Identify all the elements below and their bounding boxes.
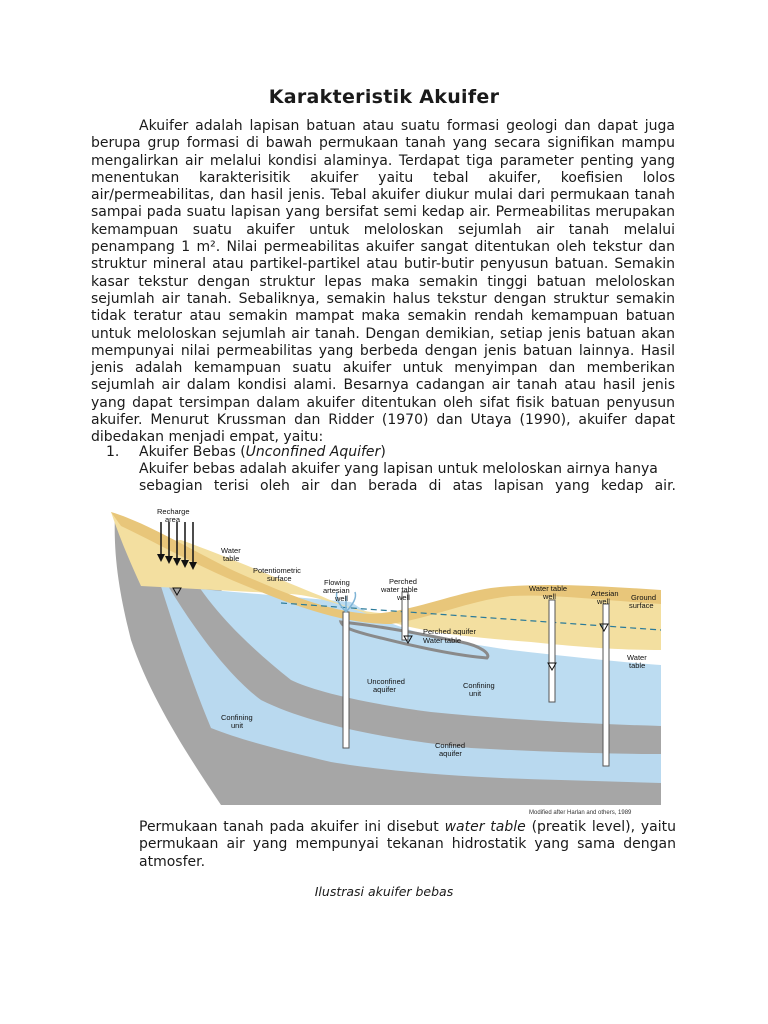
label-ground-2: surface [629, 601, 654, 610]
list-body-line2: sebagian terisi oleh air dan berada di atas lapisan yang kedap air. [139, 478, 676, 495]
figure-credit: Modified after Harlan and others, 1989 [529, 810, 632, 816]
label-flowing-2: artesian [323, 586, 350, 595]
after-paragraph [139, 819, 676, 871]
label-flowing-1: Flowing [324, 578, 350, 587]
label-perched-3: well [397, 593, 410, 602]
after-text-part2: (preatik level), yaitu permukaan air yang mempunyai tekanan hidrostatik yang sama dengan atmosfer. [139, 819, 677, 870]
page-title: Karakteristik Akuifer [268, 86, 500, 108]
label-unconfined-1: Unconfined [367, 677, 405, 686]
label-confining-left-2: unit [231, 721, 244, 730]
list-body [139, 461, 676, 496]
aquifer-diagram [91, 500, 675, 822]
label-flowing-3: well [335, 594, 348, 603]
label-wt-well-1: Water table [529, 584, 568, 593]
label-confining-mid-2: unit [469, 689, 482, 698]
label-unconfined-2: aquifer [373, 685, 396, 694]
label-recharge-1: Recharge [157, 507, 190, 516]
label-perched-2: water table [381, 585, 418, 594]
label-confining-left-1: Confining [221, 713, 253, 722]
list-heading-italic: Unconfined Aquifer [245, 444, 381, 460]
label-confined-1: Confined [435, 741, 466, 750]
label-potentiometric-2: surface [267, 574, 292, 583]
label-confined-2: aquifer [439, 749, 462, 758]
label-ground-1: Ground [631, 593, 657, 602]
after-text-part1: Permukaan tanah pada akuifer ini disebut [139, 819, 445, 835]
label-wt-well-2: well [543, 592, 556, 601]
list-heading-close: ) [380, 444, 386, 460]
list-body-line1: Akuifer bebas adalah akuifer yang lapisan untuk meloloskan airnya hanya [139, 461, 658, 477]
after-text-italic: water table [444, 819, 526, 835]
label-perched-wt: Water table [423, 636, 462, 645]
aquifer-figure [91, 500, 675, 822]
label-confining-mid-1: Confining [463, 681, 495, 690]
label-recharge-2: area [165, 515, 181, 524]
intro-paragraph: Akuifer adalah lapisan batuan atau suatu formasi geologi dan dapat juga berupa grup formasi di bawah permukaan tanah yang secara signifikan mampu mengalirkan air melalui kondisi alaminya. Terdapat tiga parameter penting yang menentukan karakterisitik akuifer yaitu tebal akuifer, koefisien lolos air/permeabilitas, dan hasil jenis. Tebal akuifer diukur mulai dari permukaan tanah sampai pada suatu lapisan yang bersifat semi kedap air. Permeabilitas merupakan kemampuan suatu akuifer untuk meloloskan sejumlah air tanah melalui penampang 1 m². Nilai permeabilitas akuifer sangat ditentukan oleh tekstur dan struktur mineral atau partikel-partikel atau butir-butir penyusun batuan. Semakin kasar tekstur dengan struktur lepas maka semakin tinggi batuan meloloskan sejumlah air tanah. Sebaliknya, semakin halus tekstur dengan struktur semakin tidak teratur atau semakin mampat maka semakin rendah kemampuan batuan untuk meloloskan sejumlah air tanah. Dengan demikian, setiap jenis batuan akan mempunyai nilai permeabilitas yang berbeda dengan jenis batuan lainnya. Hasil jenis adalah kemampuan suatu akuifer untuk menyimpan dan memberikan sejumlah air dalam kondisi alami. Besarnya cadangan air tanah atau hasil jenis yang dapat tersimpan dalam akuifer ditentukan oleh sifat fisik batuan penyusun akuifer. Menurut Krussman dan Ridder (1970) dan Utaya (1990), akuifer dapat dibedakan menjadi empat, yaitu: [91, 118, 675, 446]
label-water-table-right-1: Water [627, 653, 647, 662]
label-artesian-2: well [597, 597, 610, 606]
list-heading-plain: Akuifer Bebas ( [139, 444, 246, 460]
list-number: 1. [106, 444, 120, 460]
label-water-table-2: table [223, 554, 240, 563]
list-heading [139, 444, 386, 461]
figure-caption: Ilustrasi akuifer bebas [314, 884, 454, 899]
label-water-table-1: Water [221, 546, 241, 555]
label-artesian-1: Artesian [591, 589, 619, 598]
label-perched-1: Perched [389, 577, 417, 586]
label-perched-aquifer: Perched aquifer [423, 627, 476, 636]
label-water-table-right-2: table [629, 661, 646, 670]
label-potentiometric-1: Potentiometric [253, 566, 301, 575]
